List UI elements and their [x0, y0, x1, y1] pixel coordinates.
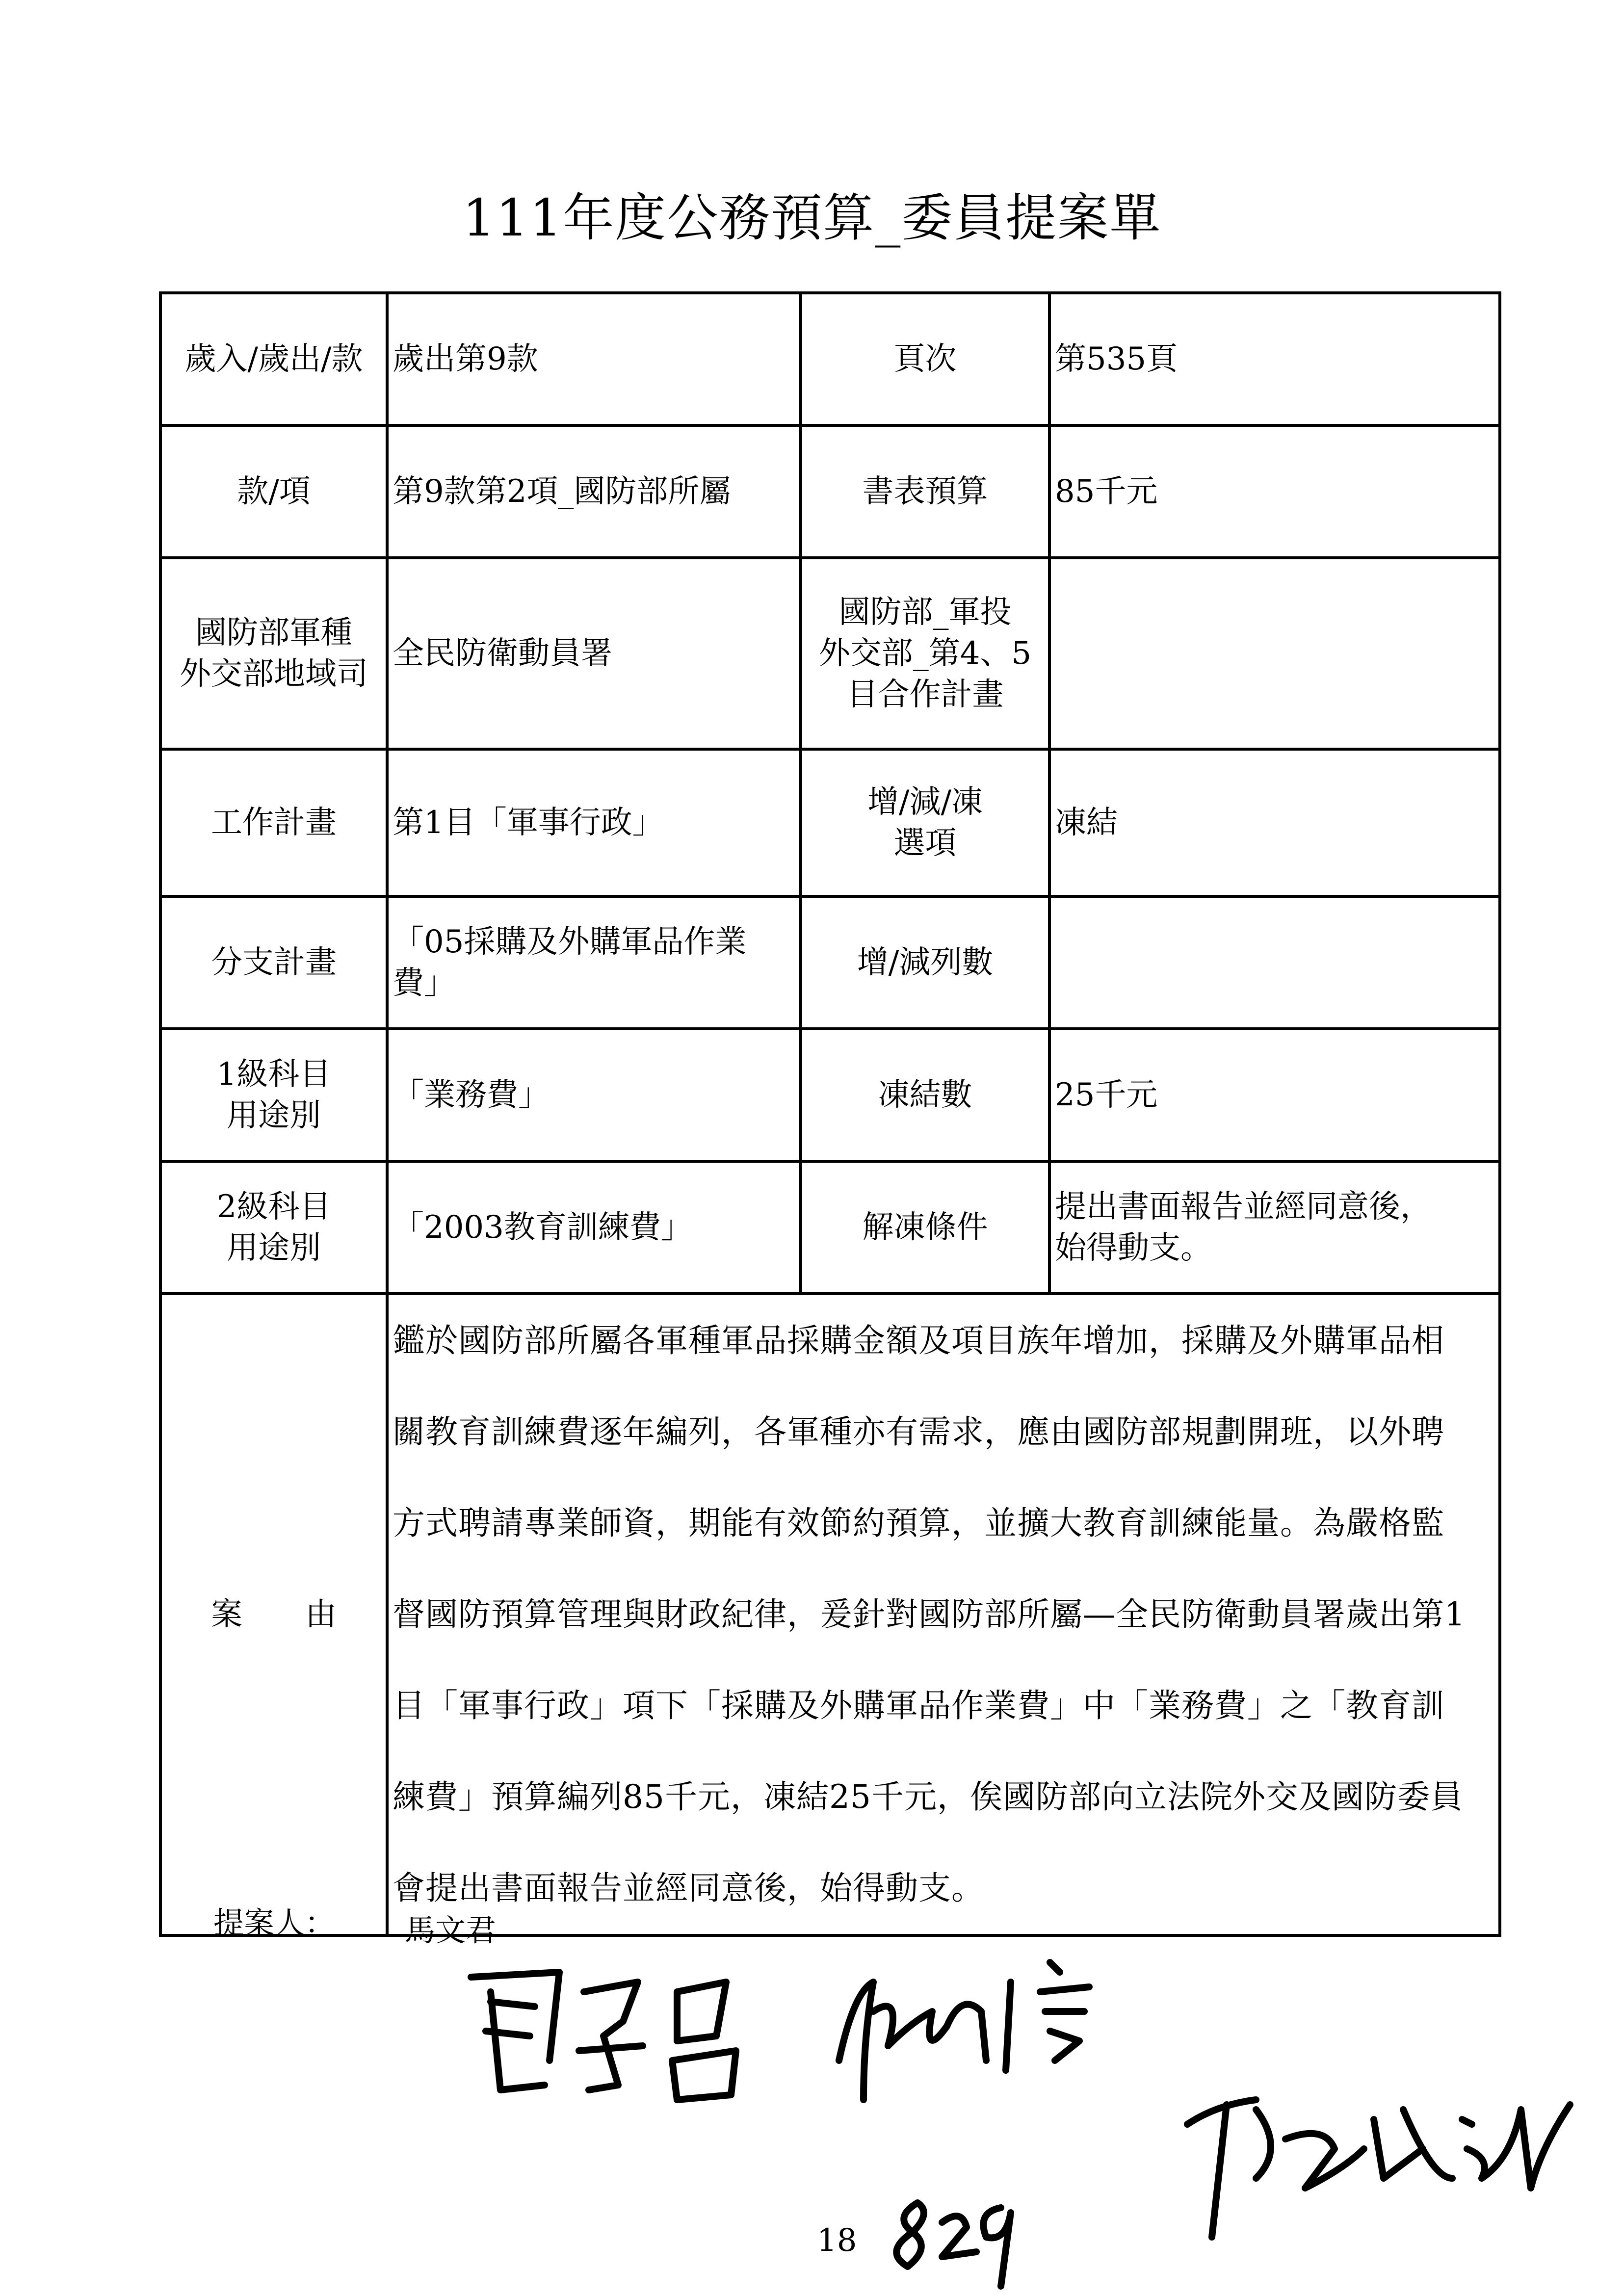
freeze-amount-label: 凍結數 — [801, 1029, 1049, 1161]
reason-line: 關教育訓練費逐年編列，各軍種亦有需求，應由國防部規劃開班，以外聘 — [393, 1413, 1444, 1451]
agency-label: 國防部軍種 外交部地域司 — [160, 558, 387, 749]
work-plan-value: 第1目「軍事行政」 — [387, 749, 801, 896]
handwritten-829-mark — [896, 2203, 1011, 2286]
budget-type-label: 歲入/歲出/款 — [160, 293, 387, 425]
unfreeze-condition-label: 解凍條件 — [801, 1161, 1049, 1294]
branch-plan-label: 分支計畫 — [160, 896, 387, 1029]
page-label: 頁次 — [801, 293, 1049, 425]
unfreeze-condition-value: 提出書面報告並經同意後， 始得動支。 — [1049, 1161, 1500, 1294]
reason-line: 目「軍事行政」項下「採購及外購軍品作業費」中「業務費」之「教育訓 — [393, 1687, 1444, 1724]
work-plan-label: 工作計畫 — [160, 749, 387, 896]
reason-line: 會提出書面報告並經同意後，始得動支。 — [393, 1869, 984, 1907]
reason-line: 練費」預算編列85千元，凍結25千元，俟國防部向立法院外交及國防委員 — [393, 1778, 1463, 1816]
branch-plan-value: 「05採購及外購軍品作業 費」 — [387, 896, 801, 1029]
change-amount-label: 增/減列數 — [801, 896, 1049, 1029]
reason-line: 鑑於國防部所屬各軍種軍品採購金額及項目族年增加，採購及外購軍品相 — [393, 1322, 1444, 1359]
page-value: 第535頁 — [1049, 293, 1500, 425]
signature-2 — [839, 1962, 1089, 2100]
joint-plan-label: 國防部_軍投 外交部_第4、5 目合作計畫 — [801, 558, 1049, 749]
book-budget-label: 書表預算 — [801, 425, 1049, 558]
section-item-value: 第9款第2項_國防部所屬 — [387, 425, 801, 558]
level1-subject-value: 「業務費」 — [387, 1029, 801, 1161]
signature-1 — [471, 1972, 736, 2100]
page-title: 111年度公務預算_委員提案單 — [462, 188, 1162, 248]
agency-value: 全民防衛動員署 — [387, 558, 801, 749]
proposer-name: 馬文君 — [405, 1912, 497, 1948]
level1-subject-label: 1級科目 用途別 — [160, 1029, 387, 1161]
freeze-amount-value: 25千元 — [1049, 1029, 1500, 1161]
signature-3 — [1187, 2100, 1570, 2237]
proposer-label: 提案人： — [213, 1905, 336, 1941]
level2-subject-label: 2級科目 用途別 — [160, 1161, 387, 1294]
section-item-label: 款/項 — [160, 425, 387, 558]
reason-label: 案 由 — [160, 1294, 387, 1935]
change-option-label: 增/減/凍 選項 — [801, 749, 1049, 896]
level2-subject-value: 「2003教育訓練費」 — [387, 1161, 801, 1294]
reason-line: 督國防預算管理與財政紀律，爰針對國防部所屬—全民防衛動員署歲出第1 — [393, 1595, 1466, 1633]
page-number: 18 — [817, 2222, 857, 2259]
budget-type-value: 歲出第9款 — [387, 293, 801, 425]
reason-line: 方式聘請專業師資，期能有效節約預算，並擴大教育訓練能量。為嚴格監 — [393, 1504, 1444, 1542]
book-budget-value: 85千元 — [1049, 425, 1500, 558]
change-option-value: 凍結 — [1049, 749, 1500, 896]
